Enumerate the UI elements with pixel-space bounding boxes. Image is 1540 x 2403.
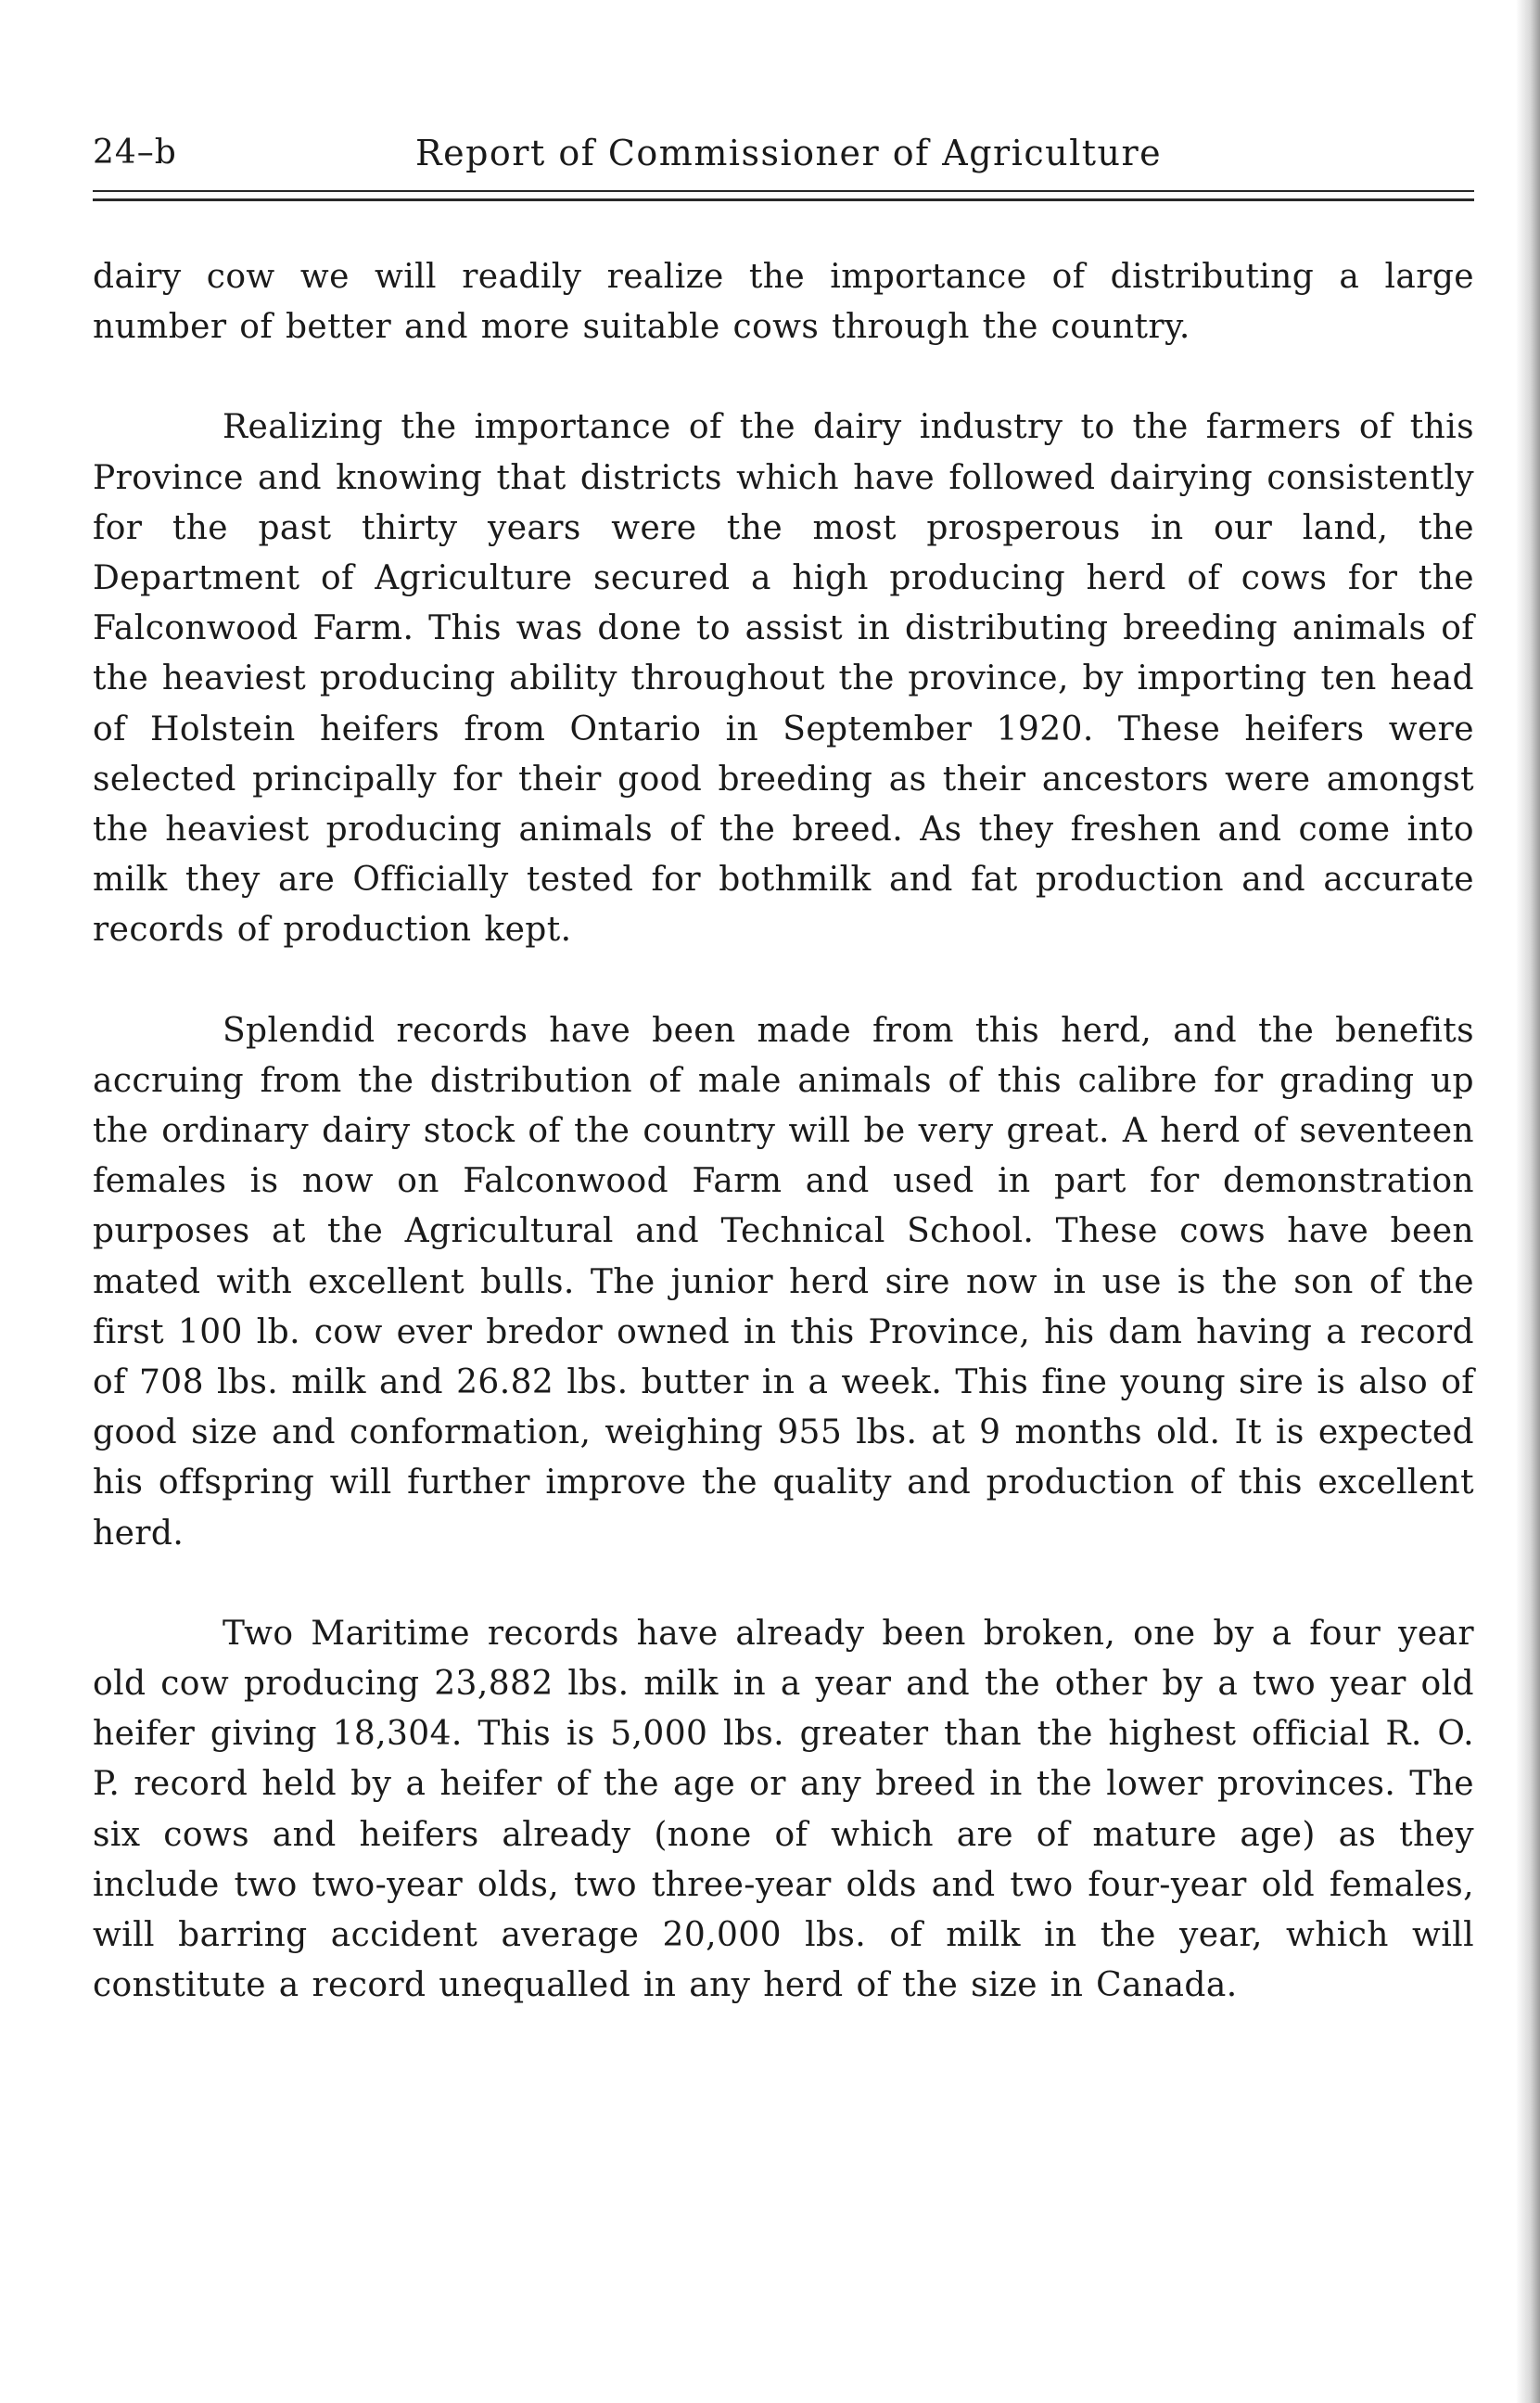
paragraph-gap <box>93 956 1474 1006</box>
page-header <box>93 130 1472 185</box>
paragraph-splendid-records: Splendid records have been made from this herd, and the benefits accruing from the distribution of male animals of this calibre for grading up the ordinary dairy stock of the country will be very great. A herd of seventeen females is now on Falconwood Farm and used in part for demonstration purposes at the Agricultural and Technical School. These cows have been mated with excellent bulls. The junior herd sire now in use is the son of the first 100 lb. cow ever bredor owned in this Province, his dam having a record of 708 lbs. milk and 26.82 lbs. butter in a week. This fine young sire is also of good size and conformation, weighing 955 lbs. at 9 months old. It is expected his offspring will further improve the quality and production of this excellent herd. <box>93 1011 1474 1553</box>
body-text <box>93 252 1474 2012</box>
paragraph-gap <box>93 1559 1474 1609</box>
header-rule-top <box>93 190 1474 192</box>
paragraph-continuation: dairy cow we will readily realize the importance of distributing a large number of better and more suitable cows through the country. <box>93 258 1474 347</box>
running-title: Report of Commissioner of Agriculture <box>415 133 1163 173</box>
paragraph-gap <box>93 352 1474 403</box>
paragraph-dairy-industry: Realizing the importance of the dairy industry to the farmers of this Province and knowing that districts which have followed dairying consistently for the past thirty years were the most prosperous in our land, the Department of Agriculture secured a high producing herd of cows for the Falconwood Farm. This was done to assist in distributing breeding animals of the heaviest producing ability throughout the province, by importing ten head of Holstein heifers from Ontario in September 1920. These heifers were selected principally for their good breeding as their ancestors were amongst the heaviest producing animals of the breed. As they freshen and come into milk they are Officially tested for bothmilk and fat production and accurate records of production kept. <box>93 408 1474 950</box>
page-number: 24–b <box>93 134 177 172</box>
header-rule-bottom <box>93 198 1474 201</box>
page-edge-shadow <box>1516 0 1540 2403</box>
paragraph-maritime-records: Two Maritime records have already been broken, one by a four year old cow producing 23,882 lbs. milk in a year and the other by a two year old heifer giving 18,304. This is 5,000 lbs. greater than the highest official R. O. P. record held by a heifer of the age or any breed in the lower provinces. The six cows and heifers already (none of which are of mature age) as they include two two-year olds, two three-year olds and two four-year old females, will barring accident average 20,000 lbs. of milk in the year, which will constitute a record unequalled in any herd of the size in Canada. <box>93 1614 1474 2005</box>
